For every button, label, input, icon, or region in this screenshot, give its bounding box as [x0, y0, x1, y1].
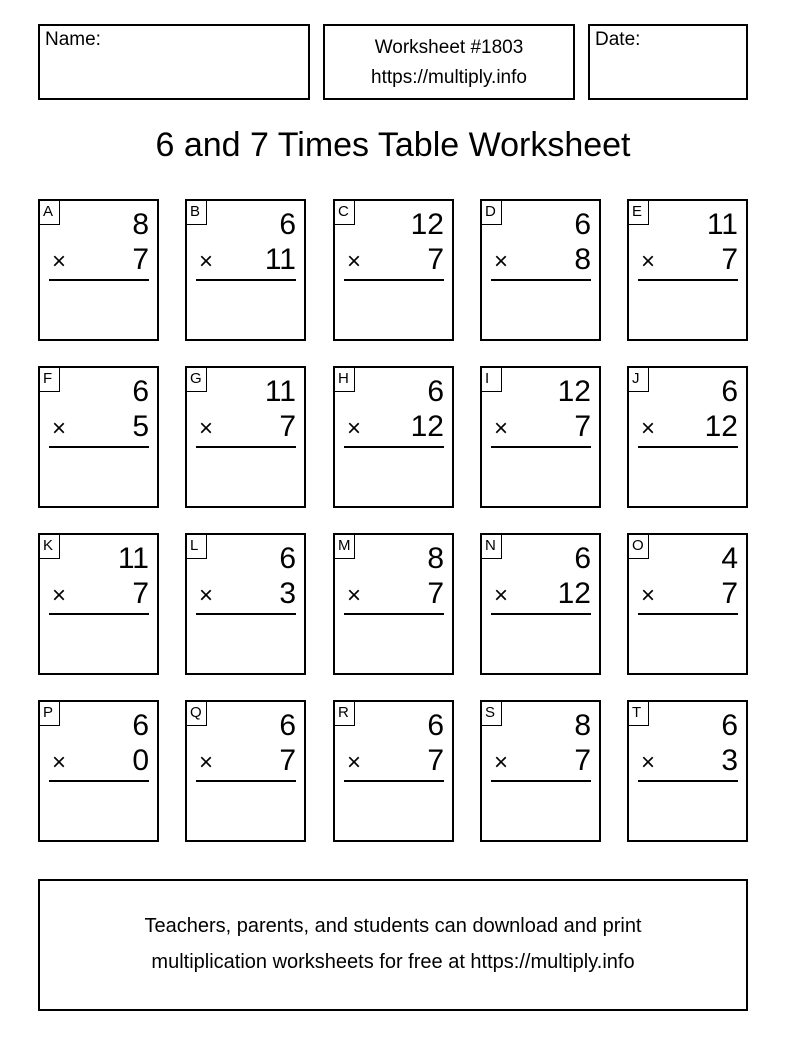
multiplicand: 6 — [132, 709, 149, 742]
answer-line — [196, 279, 296, 281]
problem-letter: D — [482, 201, 502, 225]
multiplicand: 4 — [721, 542, 738, 575]
problem-letter: S — [482, 702, 502, 726]
answer-line — [491, 446, 591, 448]
multiplicand: 12 — [557, 375, 591, 408]
problem-letter: A — [40, 201, 60, 225]
answer-line — [638, 780, 738, 782]
problem-letter: I — [482, 368, 502, 392]
multiplicand: 6 — [132, 375, 149, 408]
multiplier: 7 — [721, 243, 738, 276]
problem-card[interactable] — [333, 366, 454, 508]
multiplier: 8 — [574, 243, 591, 276]
answer-line — [638, 613, 738, 615]
problem-card[interactable] — [627, 199, 748, 341]
multiplicand: 6 — [279, 709, 296, 742]
problem-card[interactable] — [333, 700, 454, 842]
answer-line — [638, 446, 738, 448]
answer-line — [196, 613, 296, 615]
multiply-sign: × — [641, 248, 656, 275]
problem-card[interactable] — [38, 700, 159, 842]
problem-letter: R — [335, 702, 355, 726]
name-field-box[interactable] — [38, 24, 310, 100]
problem-letter: L — [187, 535, 207, 559]
multiplier: 7 — [427, 744, 444, 777]
footer-line-1: Teachers, parents, and students can download and print — [144, 915, 642, 937]
multiplier: 7 — [132, 243, 149, 276]
multiply-sign: × — [199, 582, 214, 609]
problem-card[interactable] — [480, 199, 601, 341]
problem-card[interactable] — [627, 366, 748, 508]
problem-card[interactable] — [333, 199, 454, 341]
problem-grid — [38, 199, 749, 842]
problem-card[interactable] — [333, 533, 454, 675]
answer-line — [196, 446, 296, 448]
page-title: 6 and 7 Times Table Worksheet — [155, 126, 631, 164]
answer-line — [491, 780, 591, 782]
problem-card[interactable] — [480, 700, 601, 842]
multiplicand: 6 — [574, 542, 591, 575]
multiplicand: 11 — [264, 375, 296, 408]
multiplicand: 6 — [427, 375, 444, 408]
multiplicand: 8 — [427, 542, 444, 575]
multiplier: 7 — [427, 577, 444, 610]
problem-card[interactable] — [627, 533, 748, 675]
problem-letter: T — [629, 702, 649, 726]
problem-letter: F — [40, 368, 60, 392]
multiply-sign: × — [52, 582, 67, 609]
multiplicand: 6 — [721, 375, 738, 408]
name-label: Name: — [45, 29, 101, 50]
multiplicand: 11 — [117, 542, 149, 575]
problem-letter: G — [187, 368, 207, 392]
problem-card[interactable] — [185, 700, 306, 842]
problem-letter: M — [335, 535, 355, 559]
multiplier: 7 — [721, 577, 738, 610]
multiply-sign: × — [641, 582, 656, 609]
multiplier: 7 — [427, 243, 444, 276]
problem-letter: J — [629, 368, 649, 392]
multiply-sign: × — [347, 415, 362, 442]
answer-line — [344, 613, 444, 615]
multiplier: 11 — [264, 243, 296, 276]
problem-letter: O — [629, 535, 649, 559]
multiplier: 12 — [410, 410, 444, 443]
multiply-sign: × — [494, 582, 509, 609]
problem-card[interactable] — [627, 700, 748, 842]
multiply-sign: × — [494, 248, 509, 275]
multiplicand: 12 — [410, 208, 444, 241]
multiply-sign: × — [199, 749, 214, 776]
problem-letter: E — [629, 201, 649, 225]
multiplicand: 6 — [427, 709, 444, 742]
problem-card[interactable] — [38, 533, 159, 675]
answer-line — [491, 613, 591, 615]
problem-card[interactable] — [480, 366, 601, 508]
multiply-sign: × — [52, 248, 67, 275]
problem-letter: B — [187, 201, 207, 225]
multiply-sign: × — [641, 415, 656, 442]
multiplier: 12 — [704, 410, 738, 443]
multiplicand: 8 — [574, 709, 591, 742]
date-label: Date: — [595, 29, 641, 50]
multiplier: 7 — [279, 744, 296, 777]
footer-line-2: multiplication worksheets for free at https://multiply.info — [151, 951, 635, 973]
multiply-sign: × — [641, 749, 656, 776]
multiplier: 7 — [574, 744, 591, 777]
multiply-sign: × — [494, 749, 509, 776]
worksheet-number: Worksheet #1803 — [374, 37, 524, 58]
multiplicand: 11 — [706, 208, 738, 241]
date-field-box[interactable] — [588, 24, 748, 100]
worksheet-info-box — [323, 24, 575, 100]
multiplicand: 6 — [721, 709, 738, 742]
multiplier: 7 — [132, 577, 149, 610]
answer-line — [491, 279, 591, 281]
multiplier: 3 — [721, 744, 738, 777]
multiply-sign: × — [494, 415, 509, 442]
answer-line — [196, 780, 296, 782]
multiplier: 3 — [279, 577, 296, 610]
problem-letter: K — [40, 535, 60, 559]
problem-letter: P — [40, 702, 60, 726]
answer-line — [344, 279, 444, 281]
multiplicand: 6 — [279, 542, 296, 575]
multiplicand: 8 — [132, 208, 149, 241]
multiplier: 5 — [132, 410, 149, 443]
answer-line — [49, 446, 149, 448]
problem-card[interactable] — [480, 533, 601, 675]
problem-card[interactable] — [185, 199, 306, 341]
problem-letter: C — [335, 201, 355, 225]
problem-letter: N — [482, 535, 502, 559]
multiplier: 7 — [279, 410, 296, 443]
multiply-sign: × — [52, 415, 67, 442]
answer-line — [49, 279, 149, 281]
problem-card[interactable] — [38, 199, 159, 341]
problem-card[interactable] — [185, 533, 306, 675]
answer-line — [638, 279, 738, 281]
multiply-sign: × — [347, 582, 362, 609]
answer-line — [344, 446, 444, 448]
multiply-sign: × — [199, 248, 214, 275]
problem-letter: Q — [187, 702, 207, 726]
answer-line — [49, 780, 149, 782]
problem-card[interactable] — [185, 366, 306, 508]
multiplier: 12 — [557, 577, 591, 610]
multiply-sign: × — [52, 749, 67, 776]
answer-line — [344, 780, 444, 782]
multiplier: 0 — [132, 744, 149, 777]
problem-card[interactable] — [38, 366, 159, 508]
answer-line — [49, 613, 149, 615]
multiply-sign: × — [347, 248, 362, 275]
worksheet-url: https://multiply.info — [371, 67, 527, 88]
problem-letter: H — [335, 368, 355, 392]
multiplicand: 6 — [279, 208, 296, 241]
multiplicand: 6 — [574, 208, 591, 241]
multiply-sign: × — [347, 749, 362, 776]
footer-box — [38, 879, 748, 1011]
multiplier: 7 — [574, 410, 591, 443]
multiply-sign: × — [199, 415, 214, 442]
